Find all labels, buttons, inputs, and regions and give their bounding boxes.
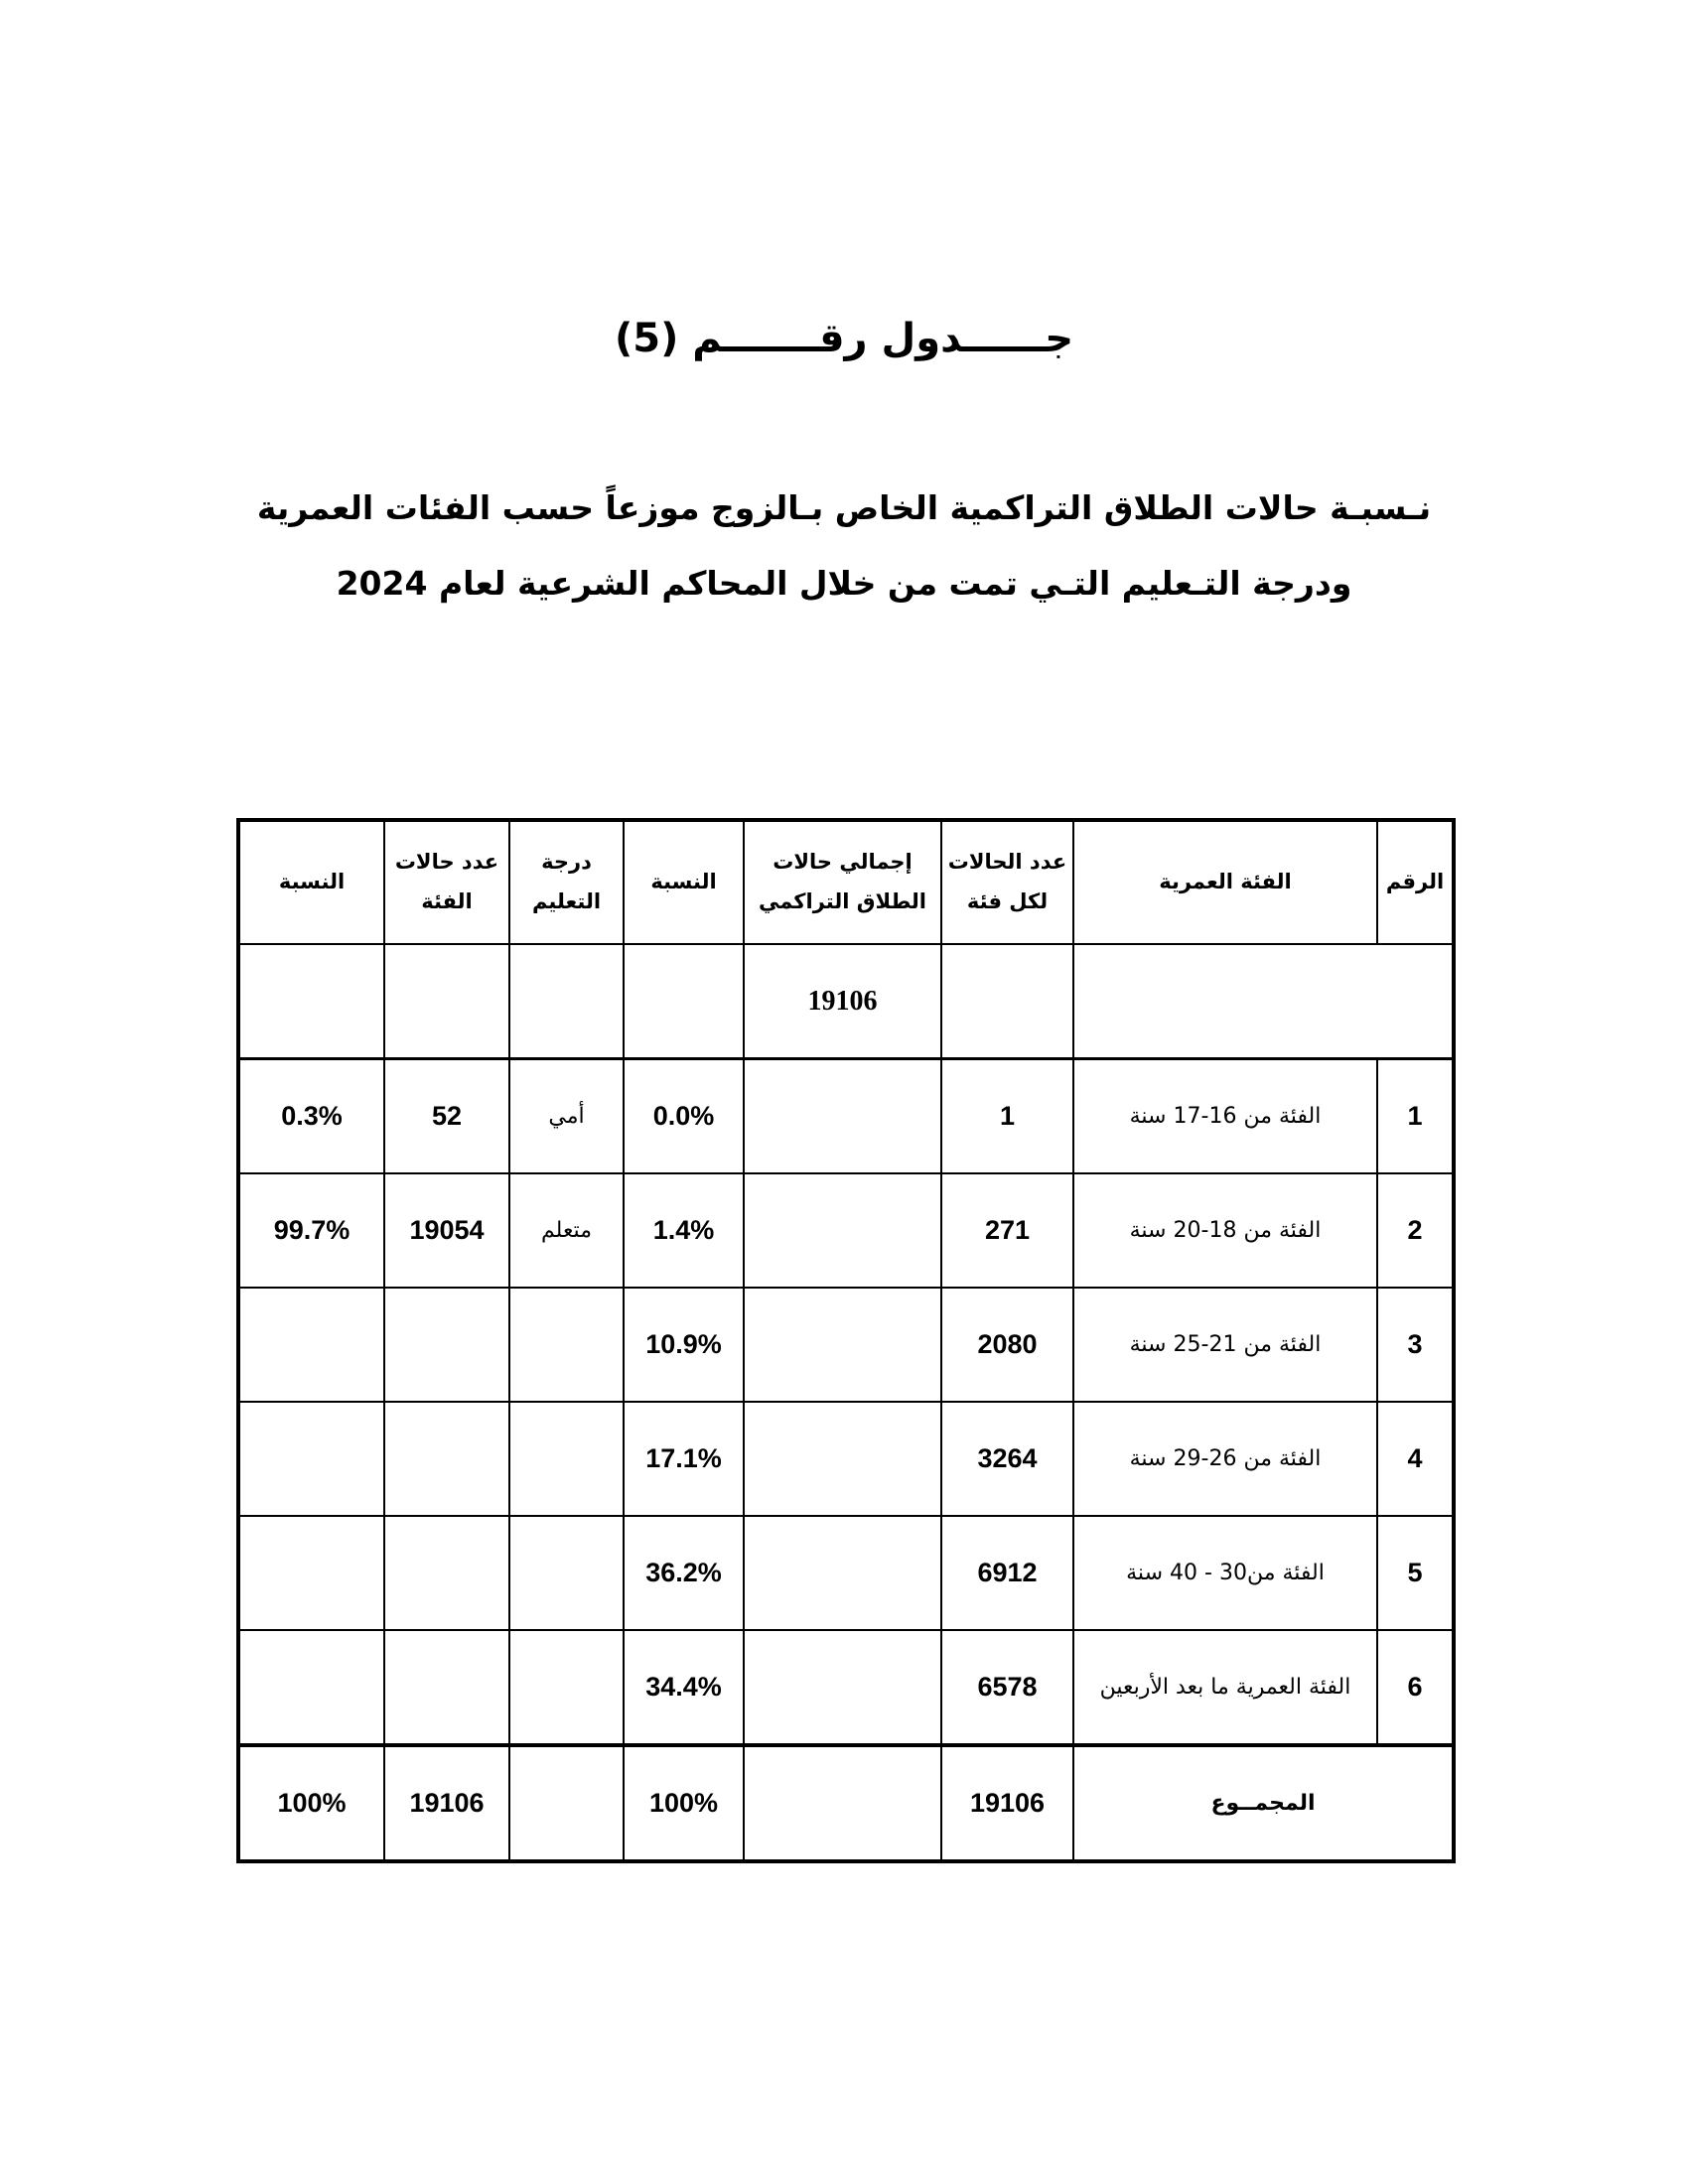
row-pct: 0.0%	[624, 1059, 744, 1174]
row-pct: 36.2%	[624, 1516, 744, 1630]
row-edu-pct	[238, 1288, 384, 1402]
row-edu-pct	[238, 1402, 384, 1516]
row-cases: 271	[941, 1173, 1073, 1288]
row-age-group: الفئة من 16-17 سنة	[1073, 1059, 1377, 1174]
header-education-level: درجة التعليم	[509, 820, 624, 944]
total-education	[509, 1745, 624, 1861]
table-title: جــــــدول رقـــــــم (5)	[614, 316, 1074, 361]
total-cumulative	[744, 1745, 941, 1861]
row-education: أمي	[509, 1059, 624, 1174]
row-age-group: الفئة من 21-25 سنة	[1073, 1288, 1377, 1402]
cumulative-total-value: 19106	[744, 944, 941, 1059]
table-row	[238, 1630, 1454, 1745]
row-num: 6	[1377, 1630, 1454, 1745]
row-cumulative	[744, 1288, 941, 1402]
row-education	[509, 1516, 624, 1630]
header-age-group: الفئة العمرية	[1073, 820, 1377, 944]
table-row	[238, 1173, 1454, 1288]
row-cases: 6912	[941, 1516, 1073, 1630]
subtitle-line-1: نـسبـة حالات الطلاق التراكمية الخاص بـالزوج موزعاً حسب الفئات العمرية	[256, 488, 1432, 527]
row-num: 4	[1377, 1402, 1454, 1516]
row-education	[509, 1402, 624, 1516]
row-education	[509, 1630, 624, 1745]
total-edu-pct: 100%	[238, 1745, 384, 1861]
header-cumulative-total: إجمالي حالات الطلاق التراكمي	[744, 820, 941, 944]
header-percentage: النسبة	[624, 820, 744, 944]
row-cumulative	[744, 1402, 941, 1516]
total-cases: 19106	[941, 1745, 1073, 1861]
row-edu-pct: 0.3%	[238, 1059, 384, 1174]
cumulative-empty-cases	[941, 944, 1073, 1059]
divorce-statistics-table	[236, 818, 1456, 1863]
row-age-group: الفئة من 26-29 سنة	[1073, 1402, 1377, 1516]
table-row	[238, 1288, 1454, 1402]
row-edu-cases	[384, 1516, 509, 1630]
total-label: المجمــوع	[1073, 1745, 1454, 1861]
total-pct: 100%	[624, 1745, 744, 1861]
row-education	[509, 1288, 624, 1402]
row-cases: 3264	[941, 1402, 1073, 1516]
cumulative-empty-edu	[509, 944, 624, 1059]
row-pct: 34.4%	[624, 1630, 744, 1745]
total-edu-cases: 19106	[384, 1745, 509, 1861]
row-age-group: الفئة العمرية ما بعد الأربعين	[1073, 1630, 1377, 1745]
row-cumulative	[744, 1516, 941, 1630]
row-cumulative	[744, 1173, 941, 1288]
table-row	[238, 1059, 1454, 1174]
cumulative-empty-edu-pct	[238, 944, 384, 1059]
row-cases: 6578	[941, 1630, 1073, 1745]
row-age-group: الفئة من30 - 40 سنة	[1073, 1516, 1377, 1630]
row-cases: 1	[941, 1059, 1073, 1174]
subtitle-line-2: ودرجة التـعليم التـي تمت من خلال المحاكم الشرعية لعام 2024	[336, 564, 1352, 603]
row-pct: 10.9%	[624, 1288, 744, 1402]
total-row	[238, 1745, 1454, 1861]
row-edu-cases	[384, 1630, 509, 1745]
cumulative-empty-pct	[624, 944, 744, 1059]
row-edu-pct	[238, 1630, 384, 1745]
header-group-cases: عدد حالات الفئة	[384, 820, 509, 944]
header-cases-per-group: عدد الحالات لكل فئة	[941, 820, 1073, 944]
row-cumulative	[744, 1059, 941, 1174]
row-cases: 2080	[941, 1288, 1073, 1402]
row-cumulative	[744, 1630, 941, 1745]
table-row	[238, 1402, 1454, 1516]
row-edu-pct: 99.7%	[238, 1173, 384, 1288]
row-pct: 17.1%	[624, 1402, 744, 1516]
row-num: 5	[1377, 1516, 1454, 1630]
cumulative-empty-edu-cases	[384, 944, 509, 1059]
row-education: متعلم	[509, 1173, 624, 1288]
row-edu-cases: 52	[384, 1059, 509, 1174]
row-edu-pct	[238, 1516, 384, 1630]
row-num: 3	[1377, 1288, 1454, 1402]
header-percentage-2: النسبة	[238, 820, 384, 944]
row-pct: 1.4%	[624, 1173, 744, 1288]
header-num: الرقم	[1377, 820, 1454, 944]
cumulative-empty-label	[1073, 944, 1454, 1059]
row-edu-cases	[384, 1402, 509, 1516]
header-row	[238, 820, 1454, 944]
row-num: 1	[1377, 1059, 1454, 1174]
cumulative-row	[238, 944, 1454, 1059]
row-edu-cases	[384, 1288, 509, 1402]
row-age-group: الفئة من 18-20 سنة	[1073, 1173, 1377, 1288]
table-row	[238, 1516, 1454, 1630]
row-num: 2	[1377, 1173, 1454, 1288]
row-edu-cases: 19054	[384, 1173, 509, 1288]
